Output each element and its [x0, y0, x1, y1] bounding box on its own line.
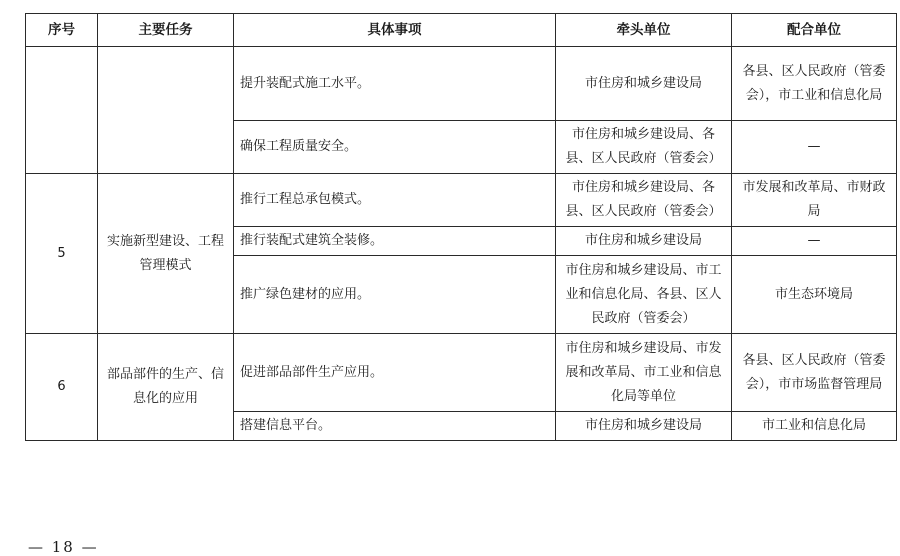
coop-cell: 各县、区人民政府（管委会），市市场监督管理局	[732, 334, 897, 412]
coop-cell: 市工业和信息化局	[732, 412, 897, 441]
seq-cell: 5	[26, 174, 98, 334]
page-number: — 18 —	[28, 538, 99, 556]
item-cell: 提升装配式施工水平。	[234, 47, 556, 121]
item-cell: 搭建信息平台。	[234, 412, 556, 441]
table-row	[26, 334, 897, 412]
item-cell: 推广绿色建材的应用。	[234, 256, 556, 334]
coop-cell: 市生态环境局	[732, 256, 897, 334]
header-item: 具体事项	[234, 14, 556, 47]
item-cell: 促进部品部件生产应用。	[234, 334, 556, 412]
task-cell: 实施新型建设、工程管理模式	[98, 174, 234, 334]
table-row	[26, 47, 897, 121]
coop-cell: —	[732, 227, 897, 256]
table-header-row	[26, 14, 897, 47]
header-coop: 配合单位	[732, 14, 897, 47]
seq-cell-continued	[26, 47, 98, 174]
task-cell: 部品部件的生产、信息化的应用	[98, 334, 234, 441]
table-row	[26, 174, 897, 227]
item-cell: 推行装配式建筑全装修。	[234, 227, 556, 256]
task-cell-continued	[98, 47, 234, 174]
lead-cell: 市住房和城乡建设局、市工业和信息化局、各县、区人民政府（管委会）	[556, 256, 732, 334]
item-cell: 推行工程总承包模式。	[234, 174, 556, 227]
lead-cell: 市住房和城乡建设局、各县、区人民政府（管委会）	[556, 174, 732, 227]
header-seq: 序号	[26, 14, 98, 47]
coop-cell: 市发展和改革局、市财政局	[732, 174, 897, 227]
lead-cell: 市住房和城乡建设局、各县、区人民政府（管委会）	[556, 121, 732, 174]
coop-cell: —	[732, 121, 897, 174]
lead-cell: 市住房和城乡建设局	[556, 227, 732, 256]
coop-cell: 各县、区人民政府（管委会），市工业和信息化局	[732, 47, 897, 121]
lead-cell: 市住房和城乡建设局	[556, 412, 732, 441]
lead-cell: 市住房和城乡建设局、市发展和改革局、市工业和信息化局等单位	[556, 334, 732, 412]
task-table	[25, 13, 897, 441]
lead-cell: 市住房和城乡建设局	[556, 47, 732, 121]
header-lead: 牵头单位	[556, 14, 732, 47]
seq-cell: 6	[26, 334, 98, 441]
header-task: 主要任务	[98, 14, 234, 47]
item-cell: 确保工程质量安全。	[234, 121, 556, 174]
